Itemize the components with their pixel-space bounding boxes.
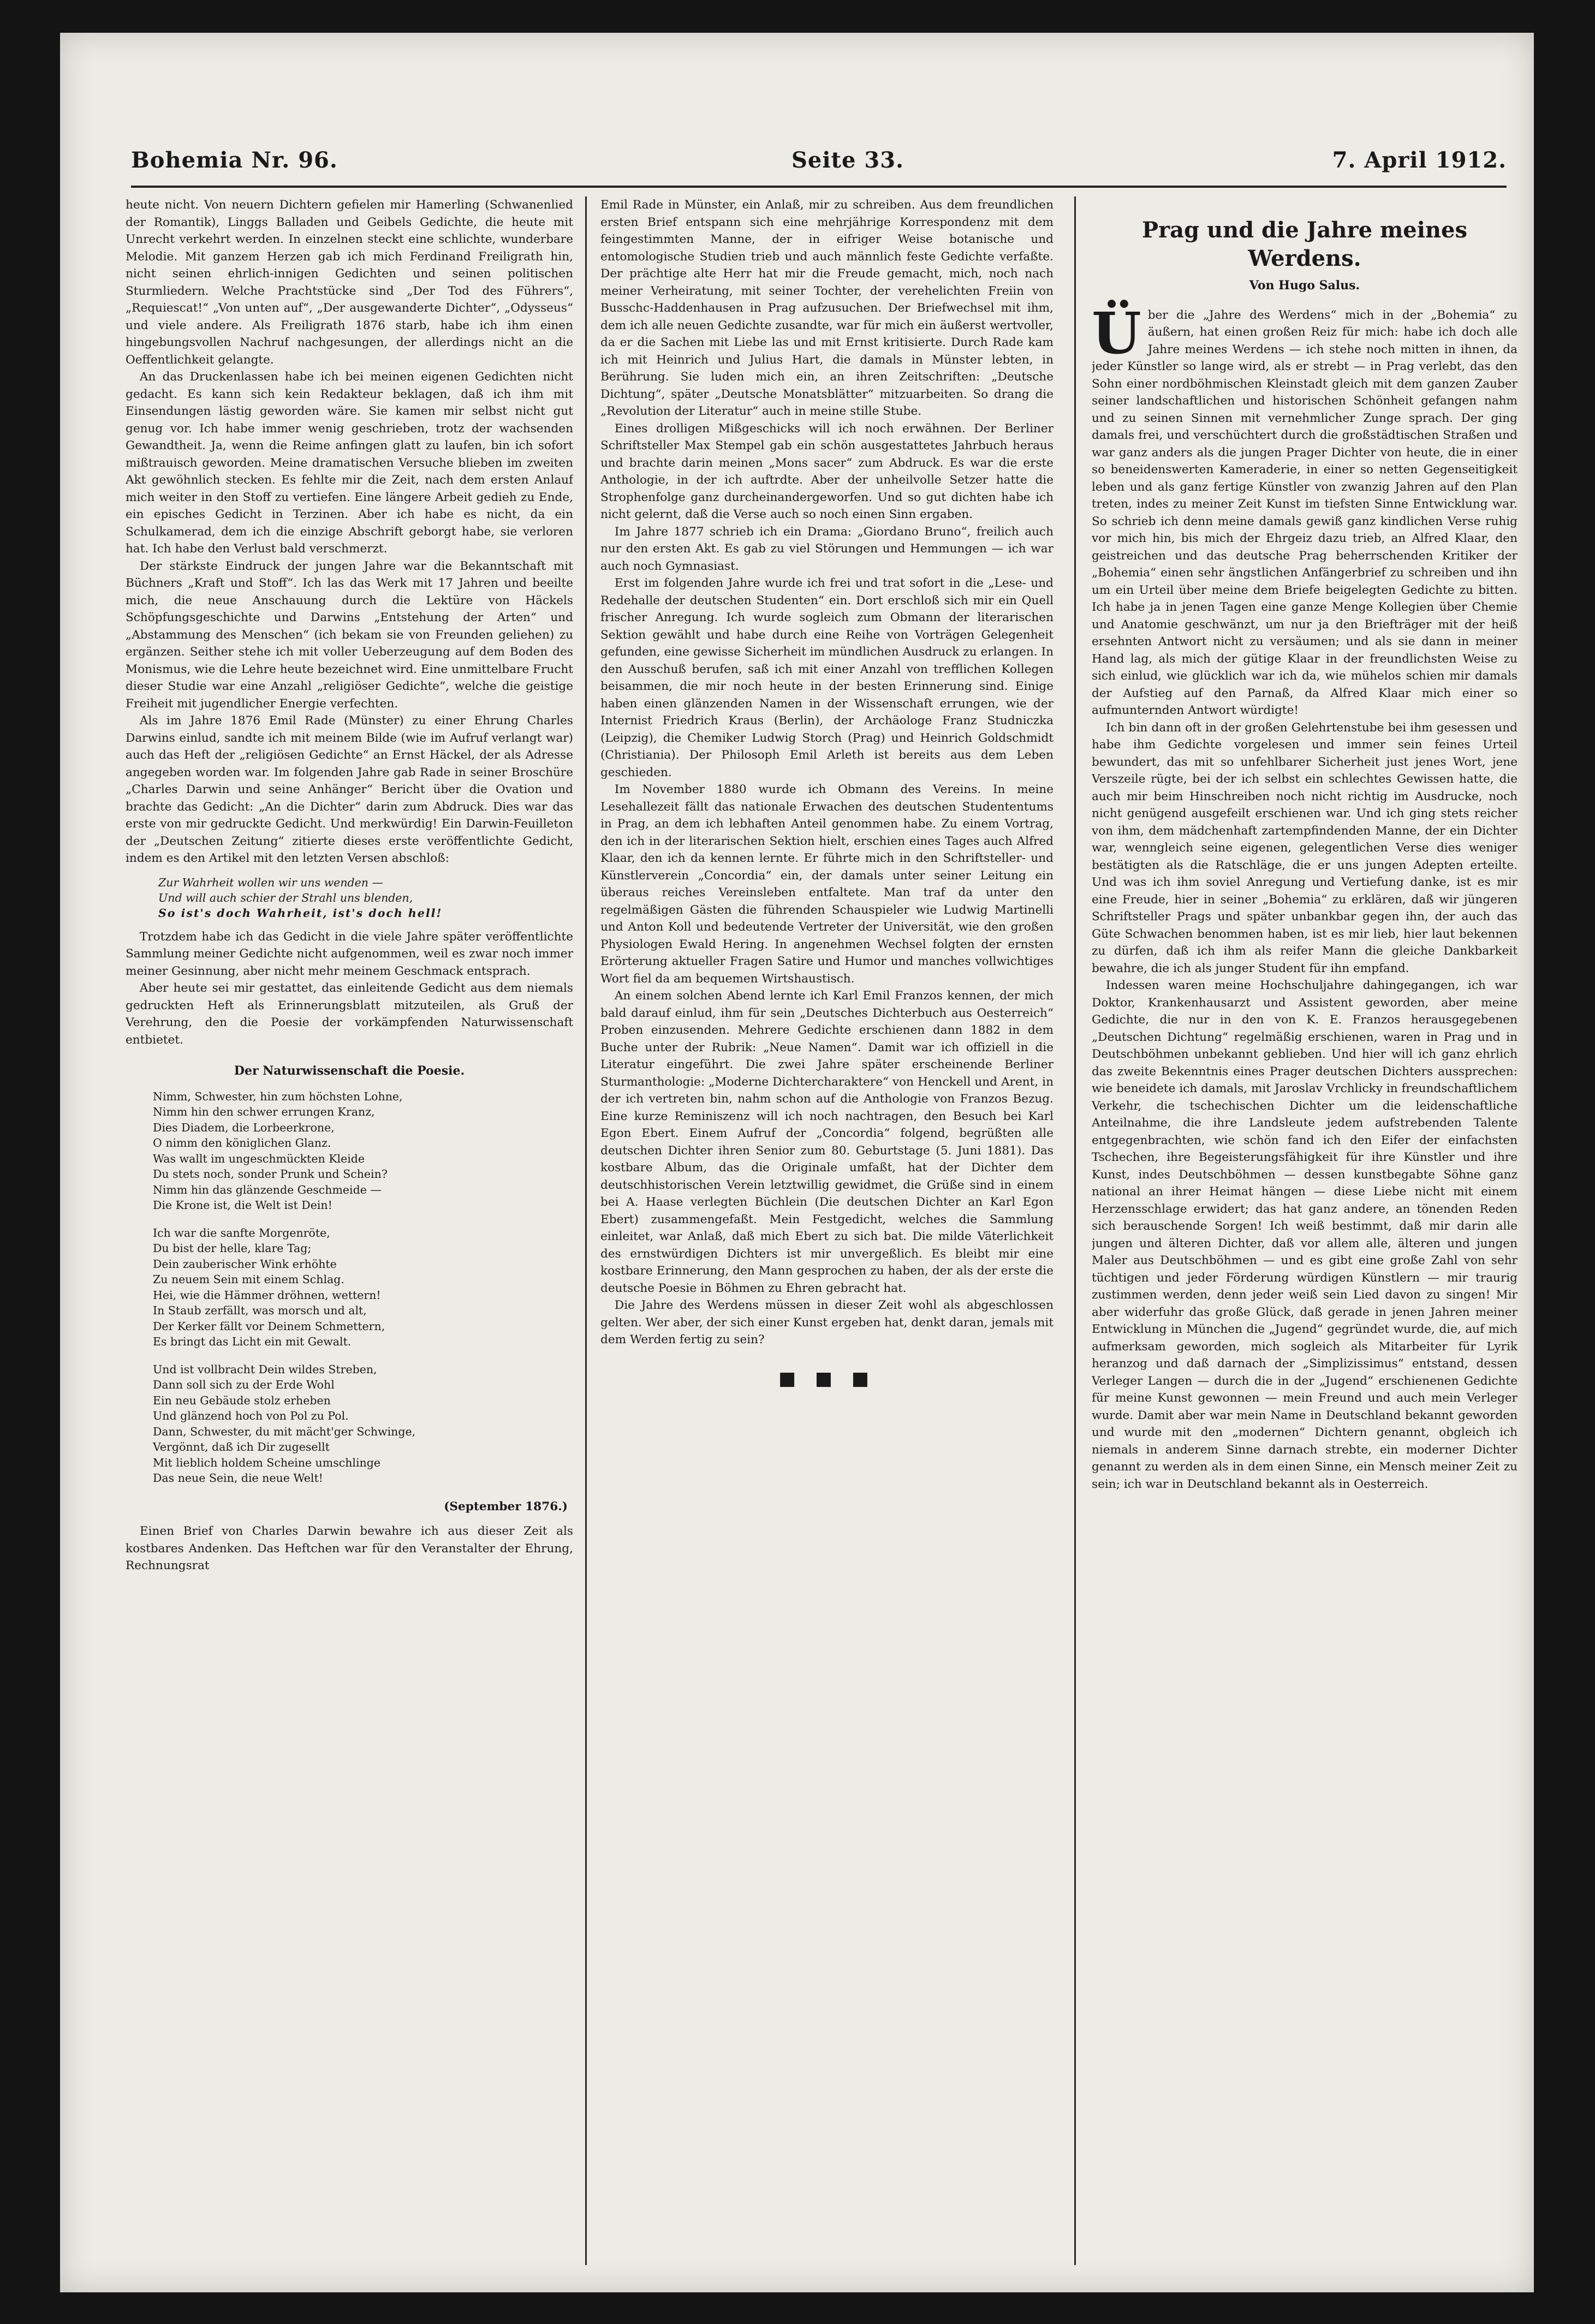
poem-stanza <box>153 1362 573 1486</box>
poem-line: Es bringt das Licht ein mit Gewalt. <box>153 1335 352 1348</box>
drop-cap: Ü <box>1092 299 1141 367</box>
poem-line: Die Krone ist, die Welt ist Dein! <box>153 1199 332 1212</box>
poem-line: O nimm den königlichen Glanz. <box>153 1136 331 1149</box>
header-date: 7. April 1912. <box>1332 147 1507 173</box>
poem-line: Und glänzend hoch von Pol zu Pol. <box>153 1409 349 1422</box>
paragraph: Als im Jahre 1876 Emil Rade (Münster) zu einer Ehrung Charles Darwins einlud, sandte ich mit meinem Bilde (wie im Aufruf verlangt war) auch das Heft der „religiösen Gedichte“ an Ernst Häckel, der als Adresse angegeben worden war. Im folgenden Jahre gab Rade in seiner Broschüre „Charles Darwin und seine Anhänger“ Bericht über die Ovation und brachte das Gedicht: „An die Dichter“ darin zum Abdruck. Dies war das erste von mir gedruckte Gedicht. Und merkwürdig! Ein Darwin-Feuilleton der „Deutschen Zeitung“ zitierte dieses erste veröffentlichte Gedicht, indem es den Artikel mit den letzten Versen abschloß: <box>126 714 573 865</box>
paragraph: Einen Brief von Charles Darwin bewahre ich aus dieser Zeit als kostbares Andenken. Das Heftchen war für den Veranstalter der Ehrung, Rechnungsrat <box>126 1524 573 1572</box>
poem-line: Dein zauberischer Wink erhöhte <box>153 1257 337 1271</box>
paragraph: Erst im folgenden Jahre wurde ich frei und trat sofort in die „Lese- und Redehalle der deutschen Studenten“ ein. Dort erschloß sich mir ein Quell frischer Anregung. Ich wurde sogleich zum Obmann der literarischen Sektion gewählt und habe durch eine Reihe von Vorträgen Gelegenheit gefunden, eine gewisse Sicherheit im mündlichen Ausdruck zu erlangen. In den Ausschuß berufen, saß ich mit einer Anzahl von trefflichen Kollegen beisammen, die mir noch heute in der besten Erinnerung sind. Einige haben einen glänzenden Namen in der Wissenschaft errungen, wie der Internist Friedrich Kraus (Berlin), der Archäologe Franz Studniczka (Leipzig), die Chemiker Ludwig Storch (Prag) und Heinrich Goldschmidt (Christiania). Der Philosoph Emil Arleth ist bereits aus dem Leben geschieden. <box>600 576 1054 779</box>
column-divider <box>1074 196 1076 2265</box>
poem-line: Dies Diadem, die Lorbeerkrone, <box>153 1121 335 1134</box>
end-ornament: ■ ■ ■ <box>778 1367 876 1390</box>
newspaper-page <box>60 33 1534 2292</box>
paragraph: Im Jahre 1877 schrieb ich ein Drama: „Giordano Bruno“, freilich auch nur den ersten Akt. Es gab zu viel Störungen und Hemmungen — ich war auch noch Gymnasiast. <box>600 525 1054 573</box>
poem-stanza <box>153 1225 573 1350</box>
paragraph: Eines drolligen Mißgeschicks will ich noch erwähnen. Der Berliner Schriftsteller Max Stempel gab ein schön ausgestattetes Jahrbuch heraus und brachte darin meinen „Mons sacer“ zum Abdruck. Es war die erste Anthologie, in der ich auftrdte. Aber der unheilvolle Setzer hatte die Strophenfolge ganz durcheinandergeworfen. Und so gut dichten habe ich nicht gelernt, daß die Verse auch so noch einen Sinn ergaben. <box>600 421 1054 521</box>
paragraph: heute nicht. Von neuern Dichtern gefielen mir Hamerling (Schwanenlied der Romantik), Linggs Balladen und Geibels Gedichte, die heute mit Unrecht verkehrt werden. In einzelnen steckt eine schlichte, wunderbare Melodie. Mit ganzem Herzen gab ich mich Ferdinand Freiligrath hin, nicht seinen ehrlich-innigen Gedichten und seinen politischen Sturmliedern. Welche Prachtstücke sind „Der Tod des Führers“, „Requiescat!“ „Von unten auf“, „Der ausgewanderte Dichter“, „Odysseus“ und viele andere. Als Freiligrath 1876 starb, habe ich ihm einen hingebungsvollen Nachruf nachgesungen, der allerdings nicht an die Oeffentlichkeit gelangte. <box>126 198 573 367</box>
poem-stanza <box>153 1089 573 1213</box>
article-title: Prag und die Jahre meines Werdens. <box>1142 217 1467 271</box>
poem-line: Ein neu Gebäude stolz erheben <box>153 1393 331 1407</box>
paragraph: Die Jahre des Werdens müssen in dieser Zeit wohl als abgeschlossen gelten. Wer aber, der sich einer Kunst ergeben hat, denkt daran, jemals mit dem Werden fertig zu sein? <box>600 1298 1054 1346</box>
poem-line: Du stets noch, sonder Prunk und Schein? <box>153 1167 388 1181</box>
poem-line: Dann, Schwester, du mit mächt'ger Schwinge, <box>153 1425 416 1438</box>
verse-line: So ist's doch Wahrheit, ist's doch hell! <box>158 906 443 920</box>
poem-line: Nimm hin den schwer errungen Kranz, <box>153 1105 375 1118</box>
paragraph <box>1092 299 1517 719</box>
paragraph: An einem solchen Abend lernte ich Karl Emil Franzos kennen, der mich bald darauf einlud, ihm für sein „Deutsches Dichterbuch aus Oesterreich“ Proben einzusenden. Mehrere Gedichte erschienen dann 1882 in dem Buche unter der Rubrik: „Neue Namen“. Damit war ich offiziell in die Literatur eingeführt. Die zwei Jahre später erscheinende Berliner Sturmanthologie: „Moderne Dichtercharaktere“ von Henckell und Arent, in der ich vertreten bin, nahm schon auf die Anthologie von Franzos Bezug. Eine kurze Reminiszenz will ich noch nachtragen, den Besuch bei Karl Egon Ebert. Einem Aufruf der „Concordia“ folgend, begrüßten alle deutschen Dichter ihren Senior zum 80. Geburtstage (5. Juni 1881). Das kostbare Album, das die Originale umfaßt, hat der Dichter dem deutschhistorischen Verein letztwillig gewidmet, die Grüße sind in einem bei A. Haase verlegten Büchlein (Die deutschen Dichter an Karl Egon Ebert) zusammengefaßt. Mein Festgedicht, welches die Sammlung einleitet, war Anlaß, daß mich Ebert zu sich bat. Die milde Väterlichkeit des ernstwürdigen Dichters ist mir unvergeßlich. Es bleibt mir eine kostbare Erinnerung, den Mann gesprochen zu haben, der als der erste die deutsche Poesie in Böhmen zu Ehren gebracht hat. <box>600 989 1054 1295</box>
poem-line: Das neue Sein, die neue Welt! <box>153 1471 323 1485</box>
column-divider <box>585 196 587 2265</box>
poem-line: Nimm hin das glänzende Geschmeide — <box>153 1183 382 1196</box>
poem-line: Mit lieblich holdem Scheine umschlinge <box>153 1456 380 1469</box>
paragraph: Emil Rade in Münster, ein Anlaß, mir zu schreiben. Aus dem freundlichen ersten Brief entspann sich eine mehrjährige Korrespondenz mit dem feingestimmten Manne, der in eifriger Weise botanische und entomologische Studien trieb und auch männlich feste Gedichte verfaßte. Der prächtige alte Herr hat mir die Freude gemacht, mich, noch nach meiner Verheiratung, mit seiner Tochter, der verehelichten Freiin von Busschc-Haddenhausen in Prag aufzusuchen. Der Briefwechsel mit ihm, dem ich alle neuen Gedichte zusandte, war für mich ein äußerst wertvoller, da er die Sachen mit Liebe las und mit Ernst kritisierte. Durch Rade kam ich mit Heinrich und Julius Hart, die damals in Münster lebten, in Berührung. Sie luden mich ein, an ihren Zeitschriften: „Deutsche Dichtung“, später „Deutsche Monatsblätter“ mitzuarbeiten. So drang die „Revolution der Literatur“ auch in meine stille Stube. <box>600 198 1054 418</box>
poem-date: (September 1876.) <box>444 1499 568 1513</box>
poem-line: Und ist vollbracht Dein wildes Streben, <box>153 1362 377 1376</box>
poem-line: Was wallt im ungeschmückten Kleide <box>153 1152 365 1165</box>
poem-line: Der Kerker fällt vor Deinem Schmettern, <box>153 1319 385 1333</box>
paragraph: Ich bin dann oft in der großen Gelehrtenstube bei ihm gesessen und habe ihm Gedichte vorgelesen und immer sein feines Urteil bewundert, das mit so unfehlbarer Sicherheit just jenes Wort, jene Verszeile rügte, bei der ich selbst ein schlechtes Gewissen hatte, die auch mir beim Hinschreiben noch nicht richtig im Ausdrucke, noch nicht genügend ausgefeilt erschienen war. Und ich ging stets reicher von ihm, dem mädchenhaft zartempfindenden Manne, der ein Dichter war, wenngleich seine eigenen, gelegentlichen Verse dies weniger bestätigten als die Ratschläge, die er uns jungen Adepten erteilte. Und was ich ihm soviel Anregung und Vertiefung danke, ist es mir eine Freude, hier in seiner „Bohemia“ zu erklären, daß wir jüngeren Schriftsteller Prags und später unbankbar gegen ihn, der auch das Güte Schwachen benommen haben, ist es mir lieb, hier laut bekennen zu dürfen, daß ich ihm als reifer Mann die gleiche Dankbarkeit bewahre, die ich als junger Student für ihn empfand. <box>1092 720 1517 975</box>
poem-line: Vergönnt, daß ich Dir zugesellt <box>153 1440 330 1453</box>
poem-line: Ich war die sanfte Morgenröte, <box>153 1226 330 1240</box>
poem-line: Zu neuem Sein mit einem Schlag. <box>153 1273 344 1286</box>
paragraph-text: ber die „Jahre des Werdens“ mich in der „Bohemia“ zu äußern, hat einen großen Reiz für mich: habe ich doch alle Jahre meines Werdens — ich stehe noch mitten in ihnen, da jeder Künstler so lange wird, als er strebt — in Prag verlebt, das den Sohn einer nordböhmischen Kleinstadt gleich mit dem ganzen Zauber seiner landschaftlichen und historischen Schönheit gefangen nahm und zu seinen Sinnen mit vernehmlicher Zunge sprach. Der ging damals frei, und verschüchtert durch die großstädtischen Straßen und war ganz anders als die jungen Prager Dichter von heute, die in einer so beneidenswerten Kameraderie, in einer so netten Gegenseitigkeit leben und als ganz fertige Künstler von zwanzig Jahren auf den Plan treten, indes zu meiner Zeit Kunst im tiefsten Sinne Entwicklung war. So schrieb ich denn meine damals gewiß ganz kindlichen Verse ruhig vor mich hin, bis mich der Ehrgeiz dazu trieb, an Alfred Klaar, den geistreichen und das deutsche Prag beherrschenden Kritiker der „Bohemia“ einen sehr ängstlichen Anfängerbrief zu schreiben und ihn um ein Urteil über meine dem Briefe beigelegten Gedichte zu bitten. Ich habe ja in jenen Tagen eine ganze Menge Kollegien über Chemie und Anatomie geschwänzt, um nur ja den Briefträger mit der heiß ersehnten Antwort nicht zu versäumen; und als sie dann in meiner Hand lag, als mich der gütige Klaar in der freundlichsten Weise zu sich einlud, wie glücklich war ich da, wie mühelos schien mir damals der Aufstieg auf den Parnaß, da Alfred Klaar mich einer so aufmunternden Antwort würdigte! <box>1092 308 1517 717</box>
poem-line: Nimm, Schwester, hin zum höchsten Lohne, <box>153 1089 403 1103</box>
paragraph: Trotzdem habe ich das Gedicht in die viele Jahre später veröffentlichte Sammlung meiner Gedichte nicht aufgenommen, weil es zwar noch immer meiner Gesinnung, aber nicht mehr meinem Geschmack entsprach. <box>126 929 573 978</box>
poem-line: Du bist der helle, klare Tag; <box>153 1242 312 1255</box>
poem <box>153 1089 573 1486</box>
poem-line: Dann soll sich zu der Erde Wohl <box>153 1378 335 1391</box>
poem-title: Der Naturwissenschaft die Poesie. <box>234 1064 465 1078</box>
paragraph: Im November 1880 wurde ich Obmann des Vereins. In meine Lesehallezeit fällt das nationale Erwachen des deutschen Studententums in Prag, an dem ich lebhaften Anteil genommen habe. Zu einem Vortrag, den ich in der literarischen Sektion hielt, erschien eines Tages auch Alfred Klaar, den ich da kennen lernte. Er führte mich in den Schriftsteller- und Künstlerverein „Concordia“ ein, der damals unter seiner Leitung ein überaus reiches Vereinsleben entfaltete. Man traf da unter den regelmäßigen Gästen die führenden Schauspieler wie Ludwig Martinelli und Anton Koll und bedeutende Vertreter der Universität, wie den großen Physiologen Ewald Hering. In angenehmen Wechsel folgten der ernsten Erörterung aktueller Fragen Satire und Humor und manches vollwichtiges Wort fiel da am bequemen Wirtshaustisch. <box>600 783 1054 986</box>
paragraph: Der stärkste Eindruck der jungen Jahre war die Bekanntschaft mit Büchners „Kraft und Stoff“. Ich las das Werk mit 17 Jahren und beeilte mich, die neue Anschauung durch die Lektüre von Häckels Schöpfungsgeschichte und Darwins „Entstehung der Arten“ und „Abstammung des Menschen“ (ich bekam sie von Freunden geliehen) zu ergänzen. Seither stehe ich mit voller Ueberzeugung auf dem Boden des Monismus, wie die Lehre heute bezeichnet wird. Eine unmittelbare Frucht dieser Studie war eine Anzahl „religiöser Gedichte“, welche die geistige Freiheit mit jugendlicher Energie verfechten. <box>126 559 573 711</box>
paragraph: Aber heute sei mir gestattet, das einleitende Gedicht aus dem niemals gedruckten Heft als Erinnerungsblatt mitzuteilen, als Gruß der Verehrung, den die Poesie der vorkämpfenden Naturwissenschaft entbietet. <box>126 981 573 1047</box>
column-3 <box>1092 196 1517 2271</box>
header-masthead: Bohemia Nr. 96. <box>131 147 338 173</box>
poem-line: Hei, wie die Hämmer dröhnen, wettern! <box>153 1288 381 1302</box>
column-1 <box>126 196 573 2271</box>
quoted-verse <box>158 875 573 921</box>
paragraph: Indessen waren meine Hochschuljahre dahingegangen, ich war Doktor, Krankenhausarzt und Assistent geworden, aber meine Gedichte, die nur in den von K. E. Franzos herausgegebenen „Deutschen Dichtung“ regelmäßig erschienen, waren in Prag und in Deutschböhmen unbekannt geblieben. Und hier will ich ganz ehrlich das zweite Bekenntnis eines Prager deutschen Dichters aussprechen: wie beneidete ich damals, mit Jaroslav Vrchlicky in freundschaftlichem Verkehr, die tschechischen Dichter um die leidenschaftliche Anteilnahme, die ihre Landsleute jedem aufstrebenden Talente entgegenbrachten, wie schön fand ich den Eifer der einfachsten Tschechen, ihre Begeisterungsfähigkeit für ihre Künstler und ihre Kunst, indes Deutschböhmen — dessen kunstbegabte Söhne ganz national an ihrer Heimat hängen — diese Liebe nicht mit einem Herzensschlage erwidert; das hat ganz andere, an tönenden Reden sich berauschende Sorgen! Ich weiß bestimmt, daß mir darin alle jungen und älteren Dichter, daß vor allem alle, älteren und jungen Maler aus Deutschböhmen — und es gibt eine große Zahl von sehr tüchtigen und jeder Förderung würdigen Künstlern — mir traurig zustimmen werden, denn jeder weiß sein Lied davon zu singen! Mir aber widerfuhr das große Glück, daß gerade in jenen Jahren meiner Entwicklung in München die „Jugend“ gegründet wurde, die, auf mich aufmerksam geworden, mich sogleich als Mitarbeiter für Lyrik heranzog und daß darnach der „Simplizissimus“ entstand, dessen Verleger Langen — durch die in der „Jugend“ erschienenen Gedichte für meine Kunst gewonnen — mein Freund und auch mein Verleger wurde. Damit aber war mein Name in Deutschland bekannt geworden und wurde mit den „modernen“ Dichtern genannt, obgleich ich niemals in anderem Sinne darnach strebte, ein moderner Dichter genannt zu werden als in dem einen Sinne, ein Mensch meiner Zeit zu sein; ich war in Deutschland bekannt als in Oesterreich. <box>1092 979 1517 1491</box>
header-page-number: Seite 33. <box>791 147 904 173</box>
verse-line: Und will auch schier der Strahl uns blenden, <box>158 891 413 904</box>
article-byline: Von Hugo Salus. <box>1249 278 1360 293</box>
poem-line: In Staub zerfällt, was morsch und alt, <box>153 1304 367 1317</box>
paragraph: An das Druckenlassen habe ich bei meinen eigenen Gedichten nicht gedacht. Es kann sich kein Redakteur beklagen, daß ich ihm mit Einsendungen lästig geworden wäre. Sie kamen mir selbst nicht gut genug vor. Ich habe immer wenig geschrieben, trotz der wachsenden Gewandtheit. Ja, wenn die Reime anfingen glatt zu laufen, bin ich sofort mißtrauisch geworden. Meine dramatischen Versuche blieben im zweiten Akt gewöhnlich stecken. Es fehlte mir die Zeit, nach dem ersten Anlauf mich weiter in den Stoff zu vertiefen. Eine längere Arbeit gedieh zu Ende, ein episches Gedicht in Terzinen. Aber ich habe es nicht, da ein Schulkamerad, dem ich die einzige Abschrift geborgt habe, sie verloren hat. Ich habe den Verlust bald verschmerzt. <box>126 370 573 556</box>
page-header <box>131 142 1507 188</box>
verse-line: Zur Wahrheit wollen wir uns wenden — <box>158 875 383 889</box>
column-2 <box>600 196 1054 2271</box>
